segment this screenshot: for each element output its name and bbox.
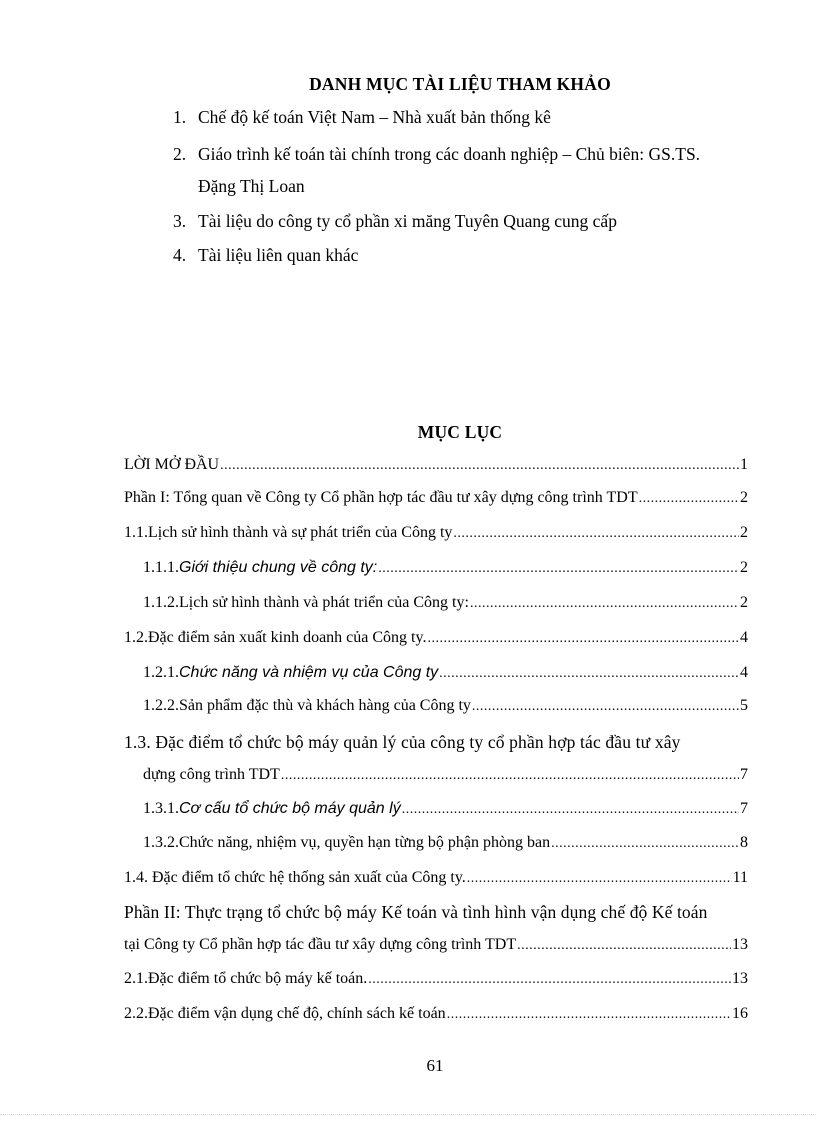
toc-entry-page: 11	[732, 869, 748, 886]
toc-entry[interactable]: Phần II: Thực trạng tổ chức bộ máy Kế toán và tình hình vận dụng chế độ Kế toán	[124, 902, 708, 922]
toc-entry[interactable]	[124, 456, 748, 474]
reference-text: Tài liệu do công ty cổ phần xi măng Tuyên Quang cung cấp	[198, 211, 617, 231]
toc-leader-dots	[368, 972, 731, 988]
toc-entry-page: 5	[740, 697, 748, 714]
toc-entry-page: 4	[740, 629, 748, 646]
toc-entry-page: 2	[740, 489, 748, 506]
toc-leader-dots	[402, 802, 739, 818]
toc-entry[interactable]	[124, 524, 748, 542]
toc-entry-number: 1.2.2.	[143, 697, 179, 714]
toc-entry-title: Giới thiệu chung về công ty:	[179, 559, 378, 576]
toc-heading: MỤC LỤC	[417, 422, 503, 442]
toc-entry-number: 1.3.2.	[143, 834, 179, 851]
toc-entry-number: 1.3.1.	[143, 800, 179, 817]
references-heading: DANH MỤC TÀI LIỆU THAM KHẢO	[309, 74, 611, 94]
reference-number: 2.	[173, 144, 187, 164]
toc-leader-dots	[378, 561, 739, 577]
reference-number: 3.	[173, 211, 187, 231]
reference-number: 4.	[173, 245, 187, 265]
toc-entry[interactable]	[124, 1005, 748, 1023]
toc-entry[interactable]	[124, 489, 748, 507]
toc-entry[interactable]	[143, 594, 748, 612]
toc-entry-title: Lịch sử hình thành và sự phát triển của Công ty	[148, 524, 453, 541]
page-bottom-divider	[0, 1114, 816, 1115]
reference-text: Đặng Thị Loan	[198, 176, 305, 196]
toc-entry-number: 2.2.	[124, 1005, 148, 1022]
toc-leader-dots	[517, 938, 731, 954]
toc-leader-dots	[467, 871, 732, 887]
reference-text: Tài liệu liên quan khác	[198, 245, 359, 265]
toc-leader-dots	[453, 526, 739, 542]
toc-entry[interactable]	[124, 629, 748, 647]
toc-leader-dots	[470, 596, 739, 612]
toc-entry[interactable]	[124, 970, 748, 988]
toc-entry-title: Chức năng, nhiệm vụ, quyền hạn từng bộ phận phòng ban	[179, 834, 551, 851]
toc-entry-page: 7	[740, 800, 748, 817]
toc-entry-title: dựng công trình TDT	[143, 766, 280, 783]
toc-entry-page: 7	[740, 766, 748, 783]
toc-leader-dots	[439, 666, 739, 682]
toc-leader-dots	[551, 836, 739, 852]
page-number: 61	[426, 1056, 444, 1075]
toc-entry[interactable]	[143, 800, 748, 818]
toc-entry-number: 1.2.1.	[143, 664, 179, 681]
toc-entry-page: 2	[740, 594, 748, 611]
toc-leader-dots	[472, 699, 739, 715]
toc-entry[interactable]	[143, 559, 748, 577]
toc-entry-title: Phần I: Tổng quan về Công ty Cổ phần hợp tác đầu tư xây dựng công trình TDT	[124, 489, 638, 506]
toc-entry-page: 4	[740, 664, 748, 681]
toc-entry-title: Đặc điểm tổ chức bộ máy kế toán.	[148, 970, 368, 987]
toc-entry-title: Cơ cấu tổ chức bộ máy quản lý	[179, 800, 401, 817]
reference-number: 1.	[173, 107, 187, 127]
toc-entry[interactable]	[143, 664, 748, 682]
toc-leader-dots	[281, 768, 739, 784]
reference-text: Chế độ kế toán Việt Nam – Nhà xuất bản thống kê	[198, 107, 551, 127]
toc-entry-title: Lịch sử hình thành và phát triển của Công ty:	[179, 594, 469, 611]
toc-entry-title: LỜI MỞ ĐẦU	[124, 456, 220, 473]
toc-entry-page: 16	[732, 1005, 748, 1022]
toc-entry[interactable]	[143, 834, 748, 852]
toc-leader-dots	[639, 491, 739, 507]
toc-entry[interactable]	[124, 936, 748, 954]
toc-entry-number: 2.1.	[124, 970, 148, 987]
toc-entry-title: Chức năng và nhiệm vụ của Công ty	[179, 664, 439, 681]
toc-leader-dots	[447, 1007, 731, 1023]
toc-entry[interactable]	[143, 766, 748, 784]
toc-entry[interactable]: 1.3. Đặc điểm tổ chức bộ máy quản lý của công ty cổ phần hợp tác đầu tư xây	[124, 732, 681, 752]
toc-entry[interactable]	[143, 697, 748, 715]
reference-text: Giáo trình kế toán tài chính trong các doanh nghiệp – Chủ biên: GS.TS.	[198, 144, 701, 164]
toc-entry-title: Đặc điểm vận dụng chế độ, chính sách kế toán	[148, 1005, 446, 1022]
toc-entry-page: 1	[740, 456, 748, 473]
toc-entry-title: Sản phẩm đặc thù và khách hàng của Công ty	[179, 697, 471, 714]
toc-leader-dots	[220, 458, 739, 474]
toc-entry-page: 2	[740, 559, 748, 576]
toc-entry-page: 13	[732, 936, 748, 953]
toc-leader-dots	[427, 631, 739, 647]
toc-entry[interactable]	[124, 869, 748, 887]
toc-entry-number: 1.2.	[124, 629, 148, 646]
toc-entry-number: 1.1.	[124, 524, 148, 541]
toc-entry-title: Đặc điểm sản xuất kinh doanh của Công ty.	[148, 629, 427, 646]
toc-entry-page: 2	[740, 524, 748, 541]
toc-entry-number: 1.1.2.	[143, 594, 179, 611]
toc-entry-title: 1.4. Đặc điểm tổ chức hệ thống sản xuất của Công ty.	[124, 869, 466, 886]
toc-entry-title: tại Công ty Cổ phần hợp tác đầu tư xây dựng công trình TDT	[124, 936, 517, 953]
toc-entry-page: 8	[740, 834, 748, 851]
toc-entry-number: 1.1.1.	[143, 559, 179, 576]
toc-entry-page: 13	[732, 970, 748, 987]
